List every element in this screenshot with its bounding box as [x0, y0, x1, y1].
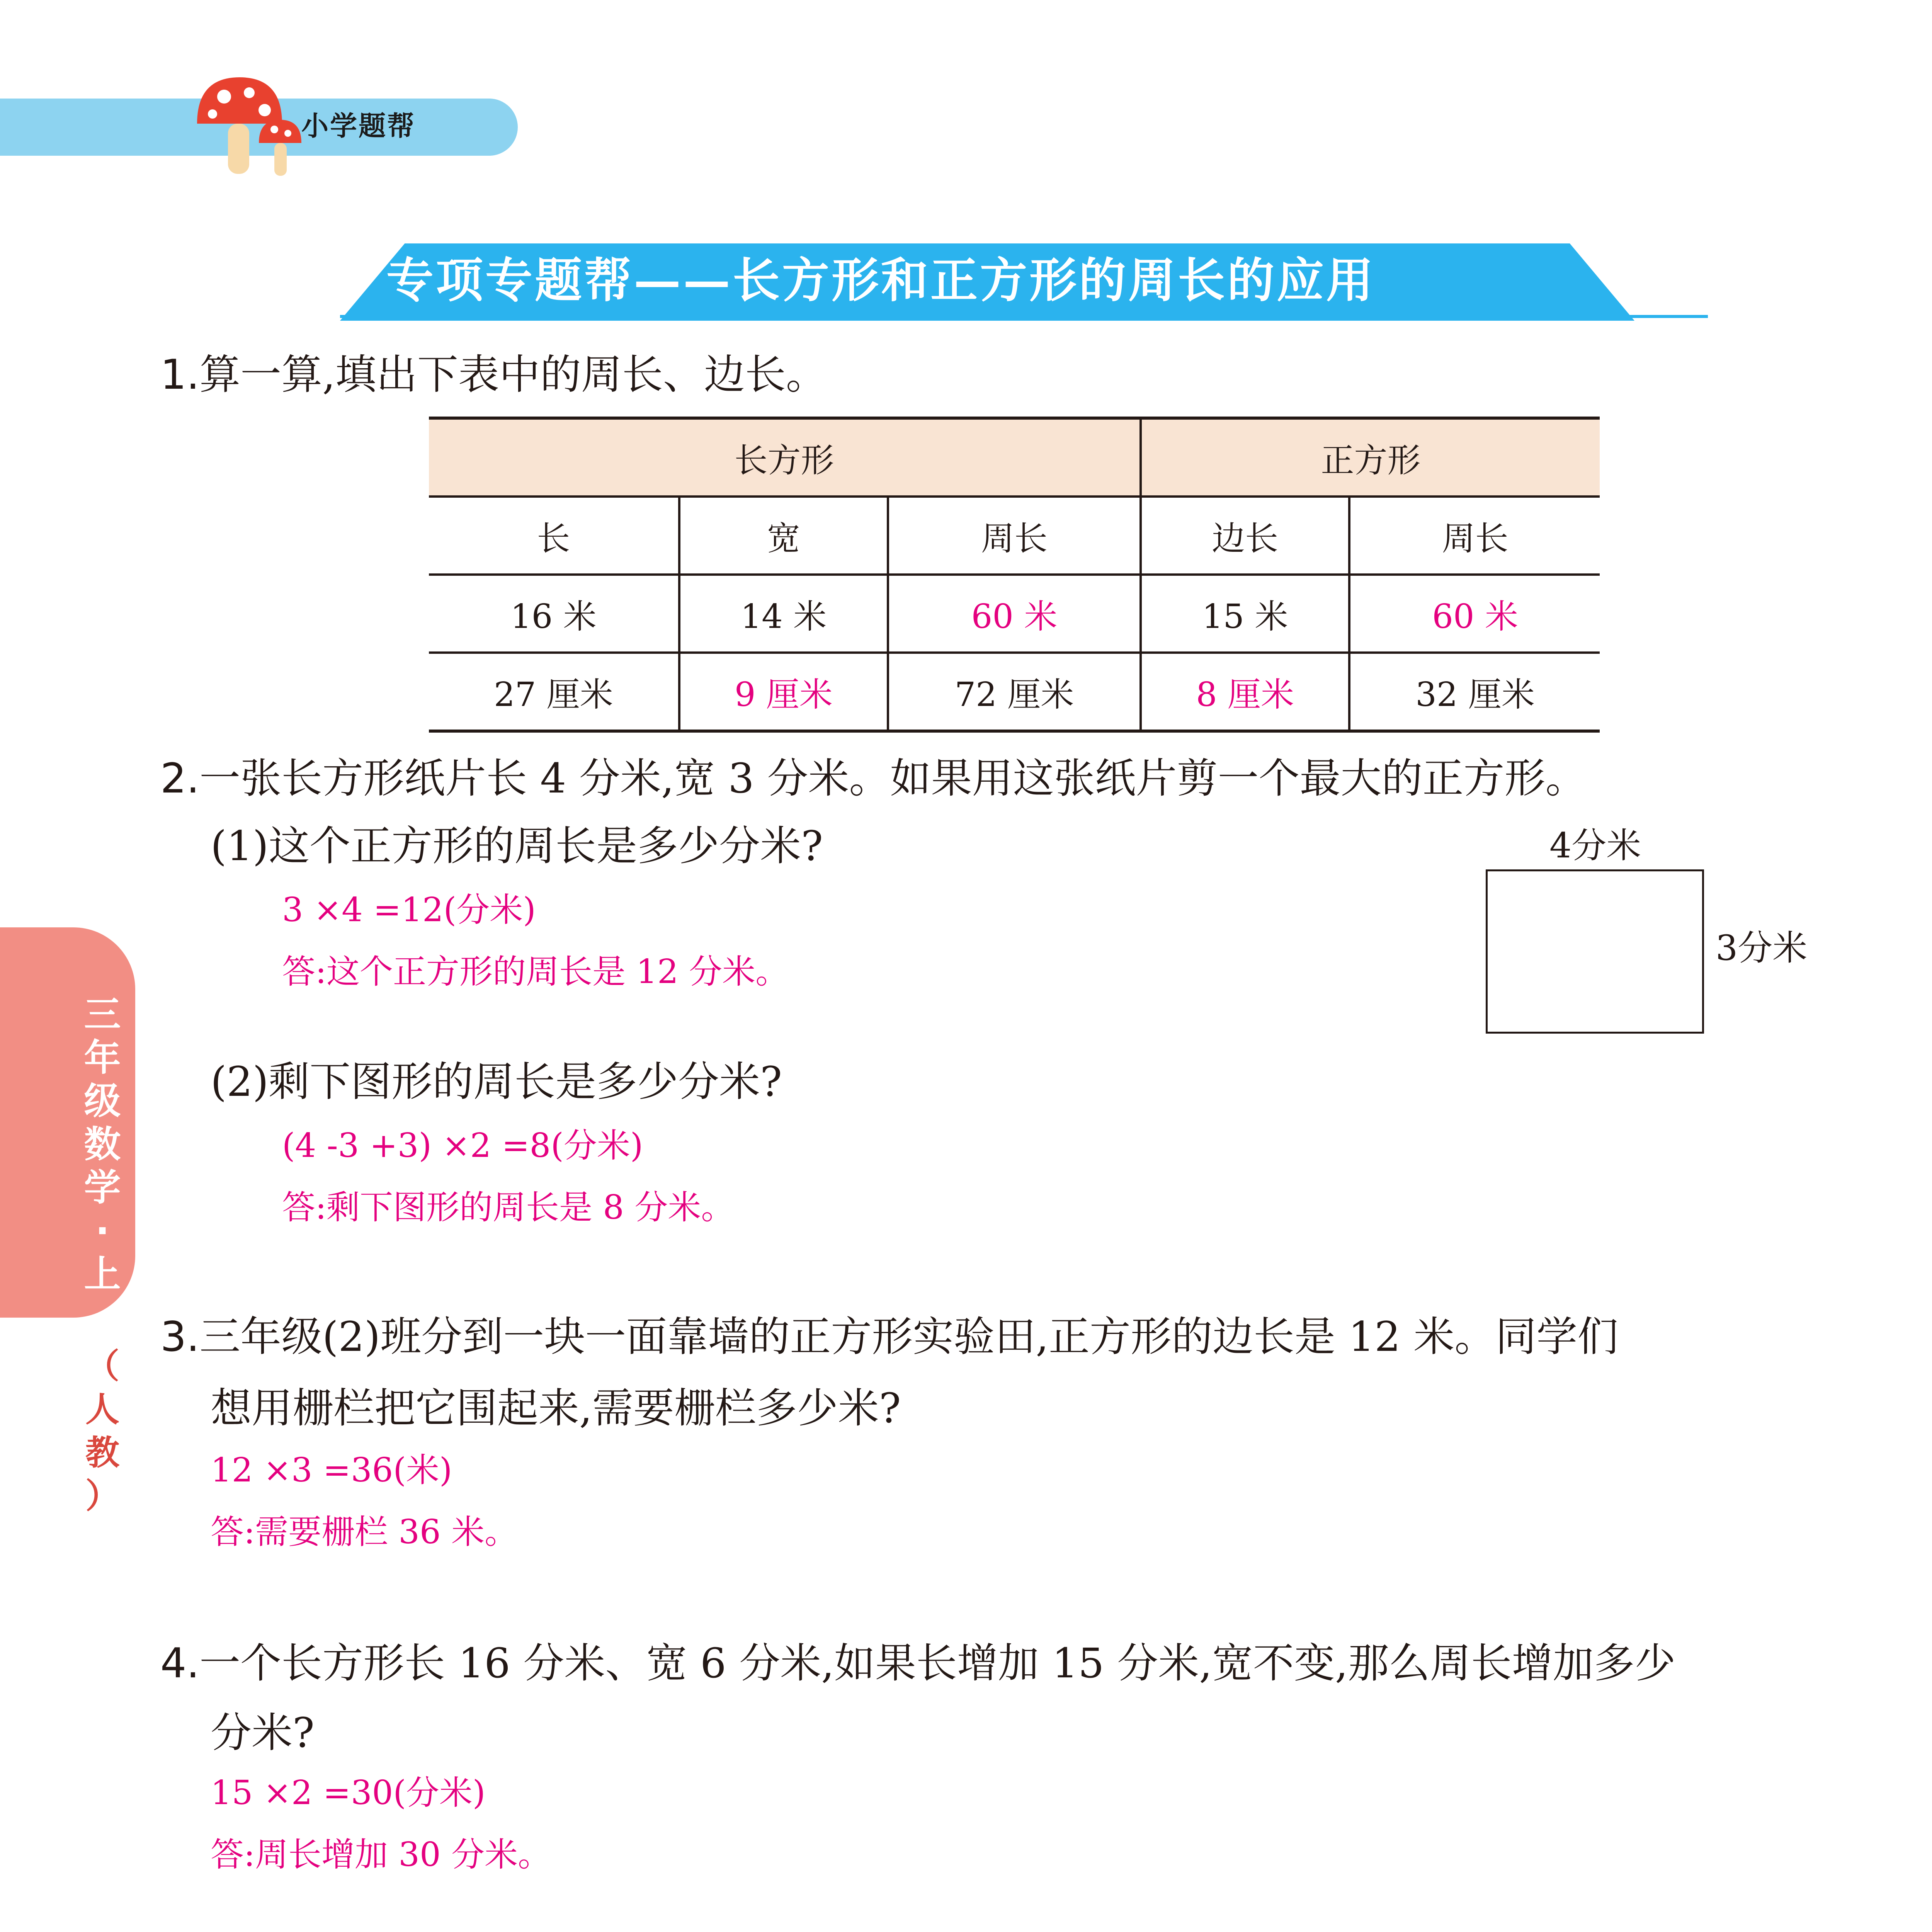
- question-4-line-2: 分米?: [211, 1709, 315, 1757]
- side-grade-label: 三 年 级 数 学 · 上: [84, 993, 121, 1296]
- answer-text: 答:剩下图形的周长是 8 分米。: [282, 1188, 735, 1227]
- table-group-header: 正方形: [1141, 418, 1600, 497]
- answer-calc: 15 ×2 =30(分米): [211, 1774, 486, 1812]
- table-col-header: 周长: [1349, 497, 1600, 575]
- page-title: 专项专题帮——长方形和正方形的周长的应用: [386, 252, 1376, 308]
- table-col-header: 长: [429, 497, 679, 575]
- question-2-part-2: (2)剩下图形的周长是多少分米?: [211, 1058, 782, 1105]
- side-edition-label: （ 人 教 ）: [85, 1346, 119, 1516]
- mushroom-icon: [182, 66, 309, 182]
- question-3: 3.三年级(2)班分到一块一面靠墙的正方形实验田,正方形的边长是 12 米。同学们: [160, 1313, 1619, 1361]
- table-col-header: 宽: [679, 497, 888, 575]
- table-row: 16 米 14 米 60 米 15 米 60 米: [429, 575, 1600, 653]
- question-1: 1.算一算,填出下表中的周长、边长。: [160, 351, 827, 398]
- rectangle-figure: [1486, 869, 1704, 1034]
- table-row: 27 厘米 9 厘米 72 厘米 8 厘米 32 厘米: [429, 653, 1600, 731]
- answer-text: 答:周长增加 30 分米。: [211, 1835, 551, 1874]
- question-3-line-2: 想用栅栏把它围起来,需要栅栏多少米?: [211, 1384, 901, 1432]
- answer-text: 答:需要栅栏 36 米。: [211, 1513, 518, 1551]
- brand-label: 小学题帮: [301, 110, 416, 142]
- answer-text: 答:这个正方形的周长是 12 分米。: [282, 952, 789, 991]
- question-4: 4.一个长方形长 16 分米、宽 6 分米,如果长增加 15 分米,宽不变,那么周长增加多少: [160, 1639, 1676, 1687]
- figure-width-label: 4分米: [1549, 825, 1641, 866]
- answer-calc: (4 -3 +3) ×2 =8(分米): [282, 1126, 643, 1165]
- question-2: 2.一张长方形纸片长 4 分米,宽 3 分米。如果用这张纸片剪一个最大的正方形。: [160, 755, 1587, 802]
- figure-height-label: 3分米: [1716, 928, 1808, 968]
- perimeter-table: [429, 417, 1600, 733]
- table-col-header: 周长: [888, 497, 1141, 575]
- table-group-header: 长方形: [429, 418, 1141, 497]
- question-2-part-1: (1)这个正方形的周长是多少分米?: [211, 822, 823, 870]
- title-underline: [340, 315, 1708, 318]
- answer-calc: 3 ×4 =12(分米): [282, 891, 536, 929]
- table-col-header: 边长: [1141, 497, 1349, 575]
- answer-calc: 12 ×3 =36(米): [211, 1451, 452, 1490]
